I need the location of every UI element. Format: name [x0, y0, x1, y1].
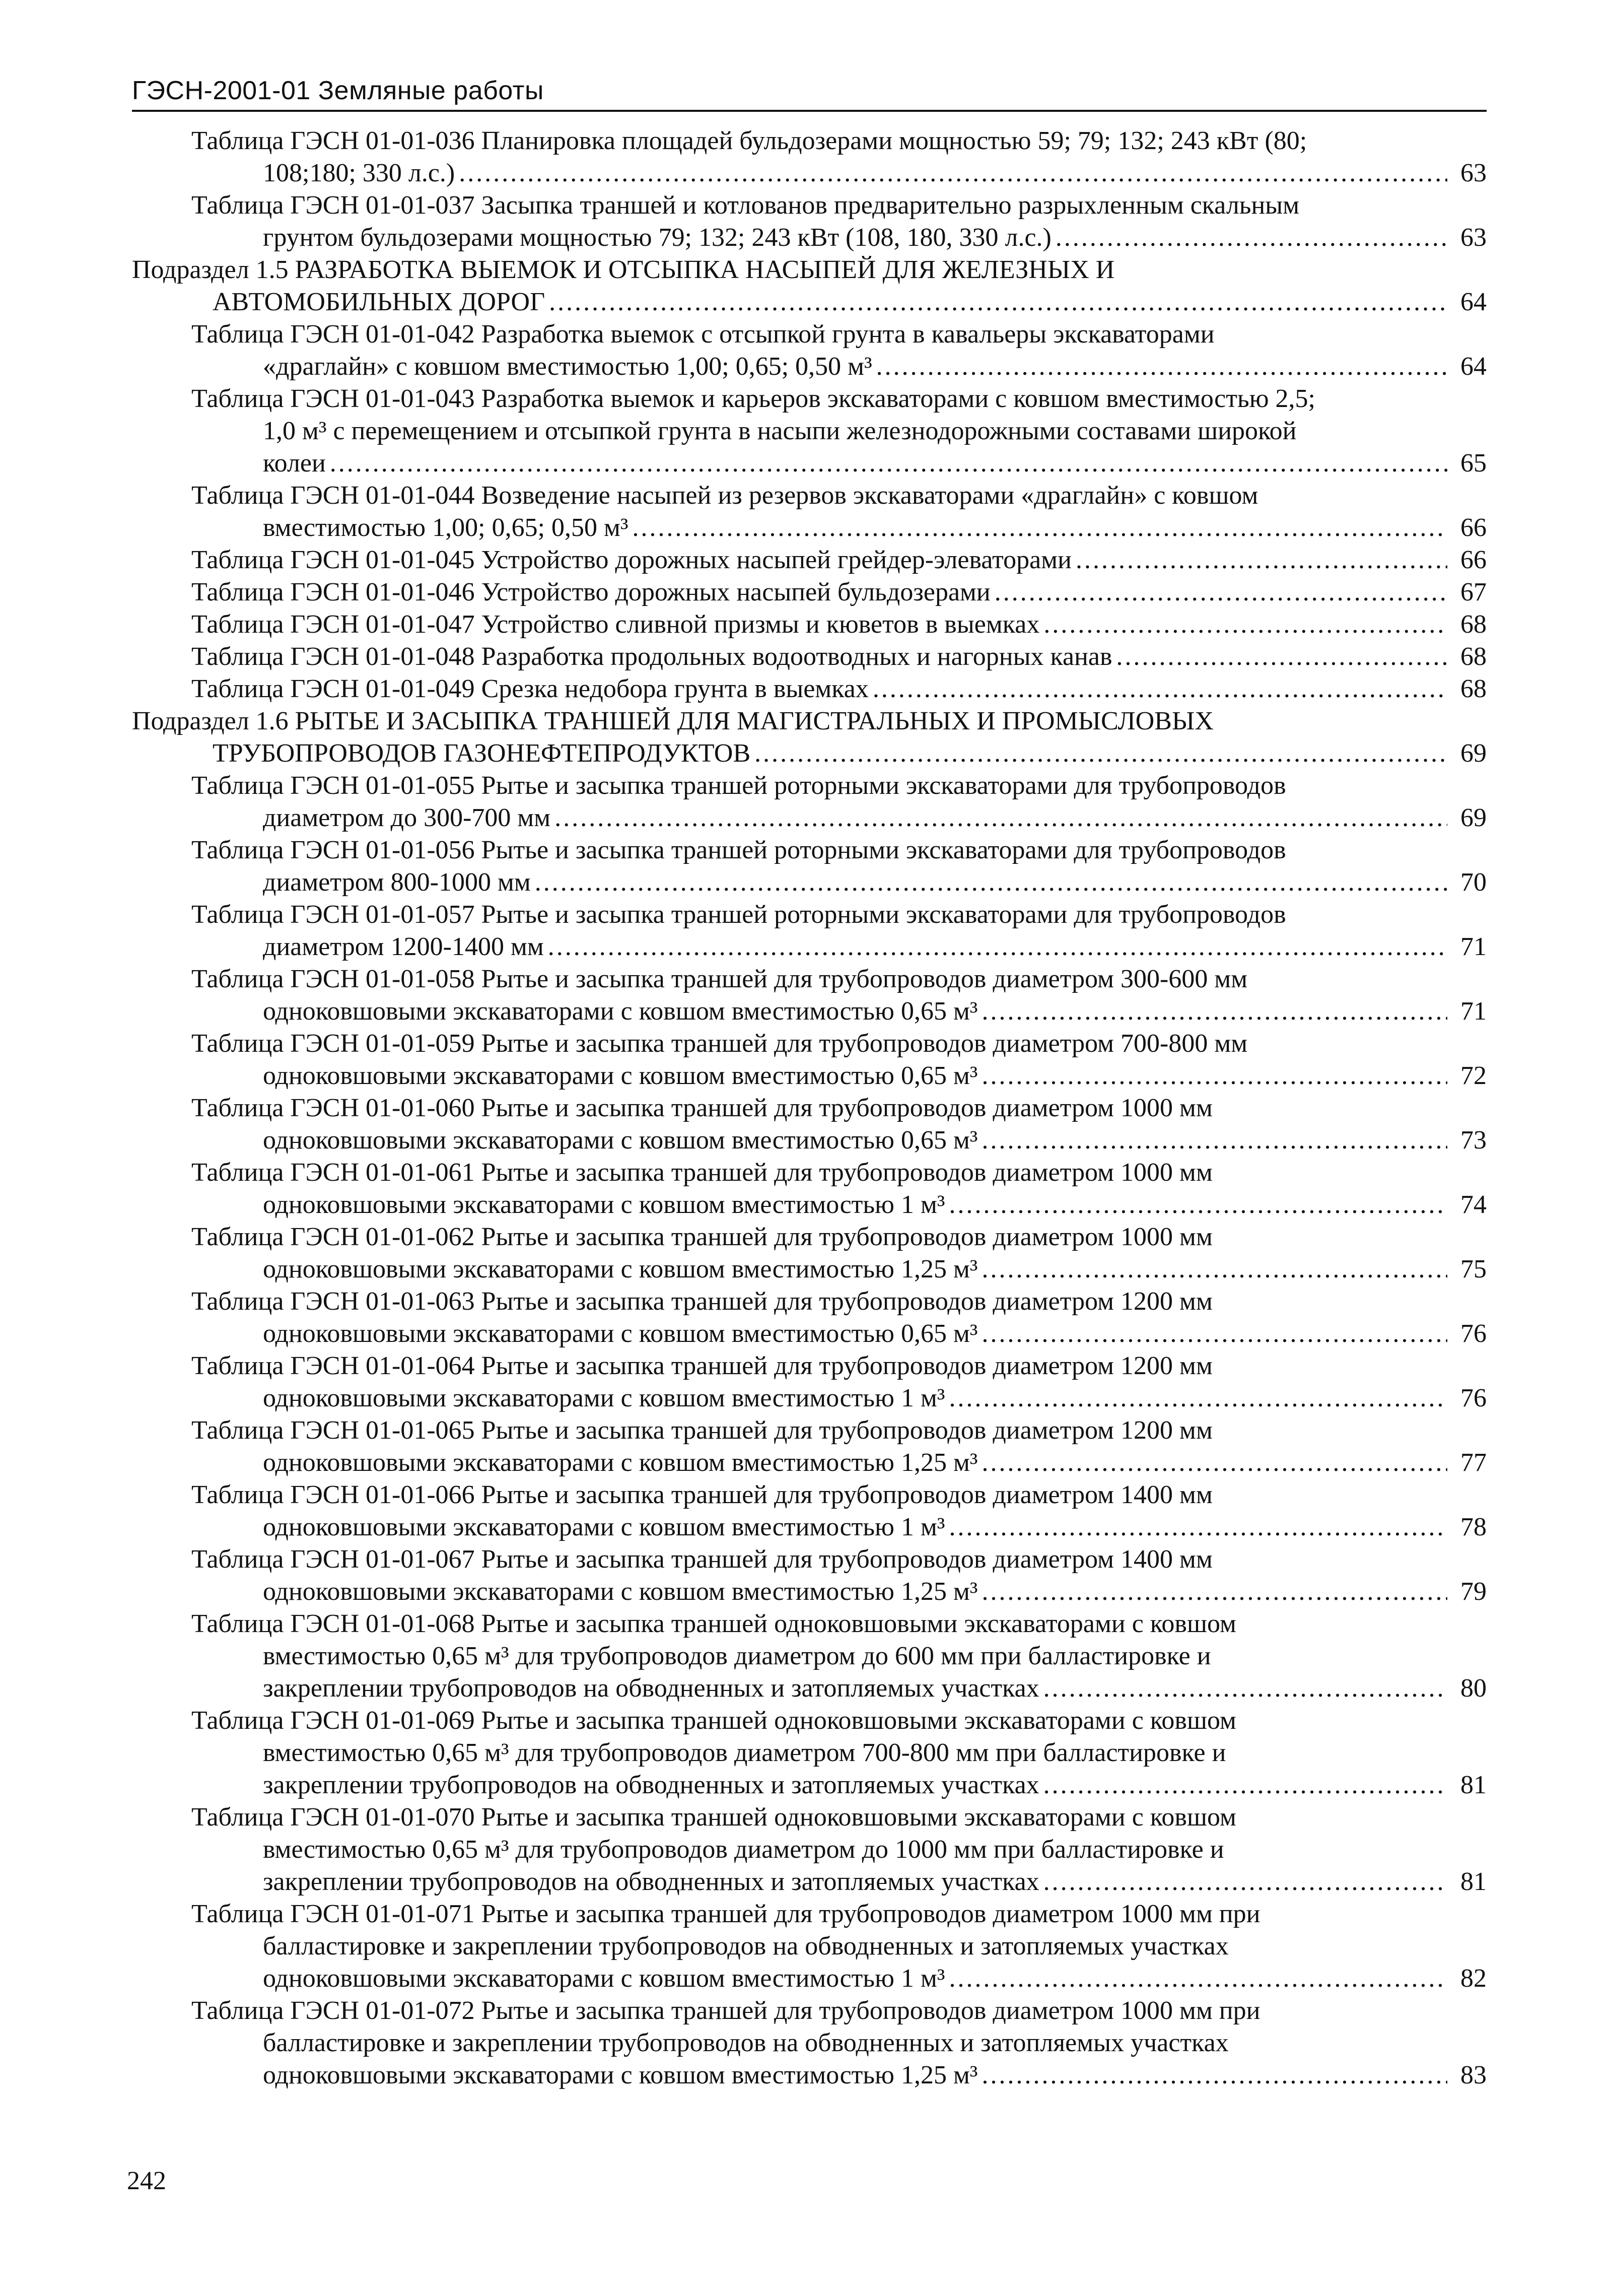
- toc-page-number: 63: [1460, 223, 1487, 252]
- toc-table-entry[interactable]: [132, 576, 1487, 609]
- toc-entry-text: одноковшовыми экскаваторами с ковшом вместимостью 1,25 м³: [263, 1577, 978, 1606]
- dot-leader: [1043, 1769, 1447, 1801]
- toc-table-entry[interactable]: [132, 1286, 1487, 1350]
- toc-entry-last-line: [132, 1253, 1487, 1286]
- toc-entry-line: Таблица ГЭСН 01-01-056 Рытье и засыпка траншей роторными экскаваторами для трубопроводов: [191, 836, 1286, 864]
- toc-page-number: 66: [1460, 546, 1487, 574]
- dot-leader: [330, 447, 1447, 480]
- toc-entry-line: Таблица ГЭСН 01-01-064 Рытье и засыпка траншей для трубопроводов диаметром 1200 мм: [191, 1352, 1213, 1380]
- toc-entry-line: Таблица ГЭСН 01-01-057 Рытье и засыпка траншей роторными экскаваторами для трубопроводов: [191, 900, 1286, 929]
- toc-entry-last-line: [132, 673, 1487, 705]
- toc-entry-line: Таблица ГЭСН 01-01-072 Рытье и засыпка траншей для трубопроводов диаметром 1000 мм при: [191, 1996, 1260, 2025]
- toc-entry-last-line: [132, 995, 1487, 1028]
- toc-entry-line: Таблица ГЭСН 01-01-058 Рытье и засыпка траншей для трубопроводов диаметром 300-600 мм: [191, 965, 1248, 993]
- toc-page-number: 72: [1460, 1061, 1487, 1090]
- toc-entry-last-line: [132, 1769, 1487, 1801]
- toc-entry-text: одноковшовыми экскаваторами с ковшом вместимостью 0,65 м³: [263, 997, 978, 1026]
- toc-entry-last-line: [132, 351, 1487, 383]
- toc-page-number: 69: [1460, 803, 1487, 832]
- toc-entry-last-line: [132, 447, 1487, 480]
- toc-entry-last-line: [132, 1189, 1487, 1221]
- toc-entry-line: Таблица ГЭСН 01-01-068 Рытье и засыпка траншей одноковшовыми экскаваторами с ковшом: [191, 1609, 1236, 1638]
- toc-entry-last-line: [132, 1866, 1487, 1898]
- toc-entry-text: одноковшовыми экскаваторами с ковшом вместимостью 0,65 м³: [263, 1061, 978, 1090]
- dot-leader: [981, 2059, 1447, 2091]
- toc-table-entry[interactable]: [132, 383, 1487, 480]
- toc-table-entry[interactable]: [132, 318, 1487, 383]
- toc-page-number: 64: [1460, 288, 1487, 316]
- toc-entry-text: Таблица ГЭСН 01-01-046 Устройство дорожных насыпей бульдозерами: [191, 578, 991, 606]
- toc-entry-line: вместимостью 0,65 м³ для трубопроводов диаметром до 1000 мм при балластировке и: [263, 1835, 1224, 1864]
- toc-table-entry[interactable]: [132, 770, 1487, 834]
- toc-entry-line: Таблица ГЭСН 01-01-060 Рытье и засыпка траншей для трубопроводов диаметром 1000 мм: [191, 1094, 1213, 1122]
- toc-entry-line: Таблица ГЭСН 01-01-062 Рытье и засыпка траншей для трубопроводов диаметром 1000 мм: [191, 1223, 1213, 1251]
- toc-table-entry[interactable]: [132, 125, 1487, 189]
- dot-leader: [949, 1189, 1447, 1221]
- toc-entry-line: Таблица ГЭСН 01-01-055 Рытье и засыпка траншей роторными экскаваторами для трубопроводов: [191, 771, 1286, 800]
- toc-page-number: 70: [1460, 868, 1487, 897]
- toc-entry-line: Таблица ГЭСН 01-01-042 Разработка выемок с отсыпкой грунта в кавальеры экскаваторами: [191, 320, 1215, 349]
- toc-entry-line: Таблица ГЭСН 01-01-044 Возведение насыпей из резервов экскаваторами «драглайн» с ковшом: [191, 481, 1258, 510]
- toc-table-entry[interactable]: [132, 1221, 1487, 1286]
- toc-page-number: 77: [1460, 1448, 1487, 1477]
- dot-leader: [1076, 544, 1447, 576]
- toc-entry-text: грунтом бульдозерами мощностью 79; 132; 243 кВт (108, 180, 330 л.с.): [263, 223, 1051, 252]
- toc-page-number: 71: [1460, 997, 1487, 1026]
- toc-entry-text: АВТОМОБИЛЬНЫХ ДОРОГ: [213, 288, 545, 316]
- dot-leader: [535, 866, 1447, 899]
- toc-page-number: 75: [1460, 1255, 1487, 1284]
- toc-page-number: 64: [1460, 352, 1487, 381]
- toc-entry-text: одноковшовыми экскаваторами с ковшом вместимостью 1 м³: [263, 1964, 945, 1993]
- toc-entry-last-line: [132, 609, 1487, 641]
- toc-entry-text: Таблица ГЭСН 01-01-045 Устройство дорожных насыпей грейдер-элеваторами: [191, 546, 1072, 574]
- toc-entry-last-line: [132, 866, 1487, 899]
- toc-subsection-entry[interactable]: [132, 254, 1487, 318]
- toc-table-entry[interactable]: [132, 1092, 1487, 1157]
- dot-leader: [549, 286, 1447, 318]
- toc-entry-last-line: [132, 1672, 1487, 1705]
- dot-leader: [1043, 1672, 1447, 1705]
- toc-table-entry[interactable]: [132, 834, 1487, 899]
- toc-entry-line: Таблица ГЭСН 01-01-070 Рытье и засыпка траншей одноковшовыми экскаваторами с ковшом: [191, 1803, 1236, 1832]
- toc-page-number: 78: [1460, 1513, 1487, 1541]
- dot-leader: [754, 737, 1447, 770]
- dot-leader: [981, 995, 1447, 1028]
- toc-table-entry[interactable]: [132, 544, 1487, 576]
- toc-table-entry[interactable]: [132, 609, 1487, 641]
- toc-entry-text: одноковшовыми экскаваторами с ковшом вместимостью 1,25 м³: [263, 1448, 978, 1477]
- toc-entry-line: 1,0 м³ с перемещением и отсыпкой грунта в насыпи железнодорожными составами широкой: [263, 417, 1297, 445]
- dot-leader: [548, 931, 1447, 963]
- toc-entry-last-line: [132, 512, 1487, 544]
- running-header: [132, 71, 1487, 112]
- toc-entry-line: балластировке и закреплении трубопроводов на обводненных и затопляемых участках: [263, 2029, 1229, 2057]
- dot-leader: [981, 1318, 1447, 1350]
- toc-page-number: 76: [1460, 1384, 1487, 1412]
- toc-entry-last-line: [132, 1447, 1487, 1479]
- dot-leader: [981, 1576, 1447, 1608]
- toc-entry-line: Таблица ГЭСН 01-01-071 Рытье и засыпка траншей для трубопроводов диаметром 1000 мм при: [191, 1900, 1260, 1928]
- toc-table-entry[interactable]: [132, 1608, 1487, 1705]
- toc-page-number: 81: [1460, 1867, 1487, 1896]
- toc-entry-line: Таблица ГЭСН 01-01-037 Засыпка траншей и котлованов предварительно разрыхленным скальным: [191, 191, 1300, 220]
- toc-entry-last-line: [132, 802, 1487, 834]
- toc-table-entry[interactable]: [132, 1479, 1487, 1543]
- dot-leader: [1056, 222, 1447, 254]
- toc-entry-line: Таблица ГЭСН 01-01-043 Разработка выемок и карьеров экскаваторами с ковшом вместимостью 2,5;: [191, 384, 1315, 413]
- toc-page-number: 73: [1460, 1126, 1487, 1155]
- toc-entry-text: закреплении трубопроводов на обводненных и затопляемых участках: [263, 1674, 1039, 1703]
- toc-table-entry[interactable]: [132, 673, 1487, 705]
- toc-page-number: 82: [1460, 1964, 1487, 1993]
- toc-entry-line: Таблица ГЭСН 01-01-036 Планировка площадей бульдозерами мощностью 59; 79; 132; 243 кВт (80;: [191, 126, 1307, 155]
- toc-entry-last-line: [132, 737, 1487, 770]
- toc-page-number: 68: [1460, 642, 1487, 671]
- table-of-contents: [132, 125, 1487, 2091]
- toc-table-entry[interactable]: [132, 1350, 1487, 1414]
- toc-entry-last-line: [132, 1318, 1487, 1350]
- toc-page-number: 68: [1460, 674, 1487, 703]
- toc-table-entry[interactable]: [132, 480, 1487, 544]
- toc-entry-line: Таблица ГЭСН 01-01-066 Рытье и засыпка траншей для трубопроводов диаметром 1400 мм: [191, 1480, 1213, 1509]
- dot-leader: [981, 1253, 1447, 1286]
- toc-entry-last-line: [132, 1576, 1487, 1608]
- toc-page-number: 76: [1460, 1319, 1487, 1348]
- toc-table-entry[interactable]: [132, 963, 1487, 1028]
- header-title: ГЭСН-2001-01 Земляные работы: [132, 76, 544, 105]
- toc-page-number: 69: [1460, 739, 1487, 768]
- dot-leader: [981, 1060, 1447, 1092]
- toc-page-number: 65: [1460, 449, 1487, 478]
- toc-table-entry[interactable]: [132, 1995, 1487, 2091]
- toc-page-number: 68: [1460, 610, 1487, 639]
- dot-leader: [995, 576, 1447, 609]
- toc-entry-last-line: [132, 2059, 1487, 2091]
- toc-entry-text: колеи: [263, 449, 326, 478]
- toc-entry-text: Таблица ГЭСН 01-01-048 Разработка продольных водоотводных и нагорных канав: [191, 642, 1112, 671]
- toc-entry-last-line: [132, 641, 1487, 673]
- dot-leader: [554, 802, 1447, 834]
- toc-entry-line: вместимостью 0,65 м³ для трубопроводов диаметром 700-800 мм при балластировке и: [263, 1738, 1226, 1767]
- toc-table-entry[interactable]: [132, 1028, 1487, 1092]
- dot-leader: [873, 673, 1447, 705]
- toc-table-entry[interactable]: [132, 1414, 1487, 1479]
- toc-entry-text: вместимостью 1,00; 0,65; 0,50 м³: [263, 513, 628, 542]
- toc-entry-last-line: [132, 157, 1487, 189]
- toc-table-entry[interactable]: [132, 1543, 1487, 1608]
- toc-entry-line: Подраздел 1.6 РЫТЬЕ И ЗАСЫПКА ТРАНШЕЙ ДЛЯ МАГИСТРАЛЬНЫХ И ПРОМЫСЛОВЫХ: [132, 707, 1214, 735]
- toc-entry-line: Таблица ГЭСН 01-01-067 Рытье и засыпка траншей для трубопроводов диаметром 1400 мм: [191, 1545, 1213, 1574]
- toc-entry-text: диаметром 800-1000 мм: [263, 868, 531, 897]
- toc-entry-text: одноковшовыми экскаваторами с ковшом вместимостью 1 м³: [263, 1513, 945, 1541]
- toc-entry-last-line: [132, 1060, 1487, 1092]
- toc-page-number: 63: [1460, 159, 1487, 187]
- toc-entry-text: диаметром до 300-700 мм: [263, 803, 551, 832]
- toc-entry-last-line: [132, 1124, 1487, 1157]
- toc-page-number: 71: [1460, 932, 1487, 961]
- toc-entry-text: одноковшовыми экскаваторами с ковшом вместимостью 1 м³: [263, 1384, 945, 1412]
- toc-page-number: 83: [1460, 2061, 1487, 2089]
- toc-entry-line: Таблица ГЭСН 01-01-069 Рытье и засыпка траншей одноковшовыми экскаваторами с ковшом: [191, 1706, 1236, 1735]
- toc-entry-line: Таблица ГЭСН 01-01-065 Рытье и засыпка траншей для трубопроводов диаметром 1200 мм: [191, 1416, 1213, 1445]
- toc-entry-line: Подраздел 1.5 РАЗРАБОТКА ВЫЕМОК И ОТСЫПКА НАСЫПЕЙ ДЛЯ ЖЕЛЕЗНЫХ И: [132, 255, 1115, 284]
- toc-entry-last-line: [132, 222, 1487, 254]
- toc-entry-text: одноковшовыми экскаваторами с ковшом вместимостью 0,65 м³: [263, 1126, 978, 1155]
- dot-leader: [981, 1447, 1447, 1479]
- toc-table-entry[interactable]: [132, 1157, 1487, 1221]
- toc-table-entry[interactable]: [132, 899, 1487, 963]
- dot-leader: [949, 1963, 1447, 1995]
- toc-entry-text: Таблица ГЭСН 01-01-049 Срезка недобора грунта в выемках: [191, 674, 869, 703]
- toc-table-entry[interactable]: [132, 1705, 1487, 1801]
- dot-leader: [1043, 1866, 1447, 1898]
- toc-entry-last-line: [132, 286, 1487, 318]
- toc-subsection-entry[interactable]: [132, 705, 1487, 770]
- toc-entry-line: Таблица ГЭСН 01-01-063 Рытье и засыпка траншей для трубопроводов диаметром 1200 мм: [191, 1287, 1213, 1316]
- toc-table-entry[interactable]: [132, 1801, 1487, 1898]
- toc-table-entry[interactable]: [132, 189, 1487, 254]
- dot-leader: [876, 351, 1447, 383]
- page-number: 242: [127, 2167, 166, 2195]
- dot-leader: [1116, 641, 1447, 673]
- toc-entry-text: одноковшовыми экскаваторами с ковшом вместимостью 1,25 м³: [263, 2061, 978, 2089]
- toc-entry-last-line: [132, 931, 1487, 963]
- toc-entry-text: «драглайн» с ковшом вместимостью 1,00; 0,65; 0,50 м³: [263, 352, 872, 381]
- dot-leader: [459, 157, 1447, 189]
- toc-entry-text: диаметром 1200-1400 мм: [263, 932, 544, 961]
- toc-page-number: 80: [1460, 1674, 1487, 1703]
- toc-entry-last-line: [132, 1382, 1487, 1414]
- toc-entry-text: ТРУБОПРОВОДОВ ГАЗОНЕФТЕПРОДУКТОВ: [213, 739, 751, 768]
- toc-entry-line: вместимостью 0,65 м³ для трубопроводов диаметром до 600 мм при балластировке и: [263, 1642, 1211, 1670]
- toc-page-number: 74: [1460, 1190, 1487, 1219]
- toc-entry-text: 108;180; 330 л.с.): [263, 159, 455, 187]
- toc-entry-last-line: [132, 544, 1487, 576]
- toc-entry-line: балластировке и закреплении трубопроводов на обводненных и затопляемых участках: [263, 1932, 1229, 1961]
- toc-entry-text: одноковшовыми экскаваторами с ковшом вместимостью 1 м³: [263, 1190, 945, 1219]
- toc-entry-text: закреплении трубопроводов на обводненных и затопляемых участках: [263, 1867, 1039, 1896]
- toc-entry-text: закреплении трубопроводов на обводненных и затопляемых участках: [263, 1771, 1039, 1799]
- toc-table-entry[interactable]: [132, 641, 1487, 673]
- dot-leader: [633, 512, 1447, 544]
- toc-entry-last-line: [132, 576, 1487, 609]
- dot-leader: [981, 1124, 1447, 1157]
- toc-table-entry[interactable]: [132, 1898, 1487, 1995]
- toc-entry-text: одноковшовыми экскаваторами с ковшом вместимостью 1,25 м³: [263, 1255, 978, 1284]
- toc-page-number: 66: [1460, 513, 1487, 542]
- dot-leader: [1043, 609, 1447, 641]
- toc-page-number: 81: [1460, 1771, 1487, 1799]
- toc-entry-text: одноковшовыми экскаваторами с ковшом вместимостью 0,65 м³: [263, 1319, 978, 1348]
- toc-entry-line: Таблица ГЭСН 01-01-061 Рытье и засыпка траншей для трубопроводов диаметром 1000 мм: [191, 1158, 1213, 1187]
- toc-entry-line: Таблица ГЭСН 01-01-059 Рытье и засыпка траншей для трубопроводов диаметром 700-800 мм: [191, 1029, 1248, 1058]
- dot-leader: [949, 1511, 1447, 1543]
- dot-leader: [949, 1382, 1447, 1414]
- toc-entry-text: Таблица ГЭСН 01-01-047 Устройство сливной призмы и кюветов в выемках: [191, 610, 1040, 639]
- toc-page-number: 79: [1460, 1577, 1487, 1606]
- toc-entry-last-line: [132, 1963, 1487, 1995]
- toc-page-number: 67: [1460, 578, 1487, 606]
- toc-entry-last-line: [132, 1511, 1487, 1543]
